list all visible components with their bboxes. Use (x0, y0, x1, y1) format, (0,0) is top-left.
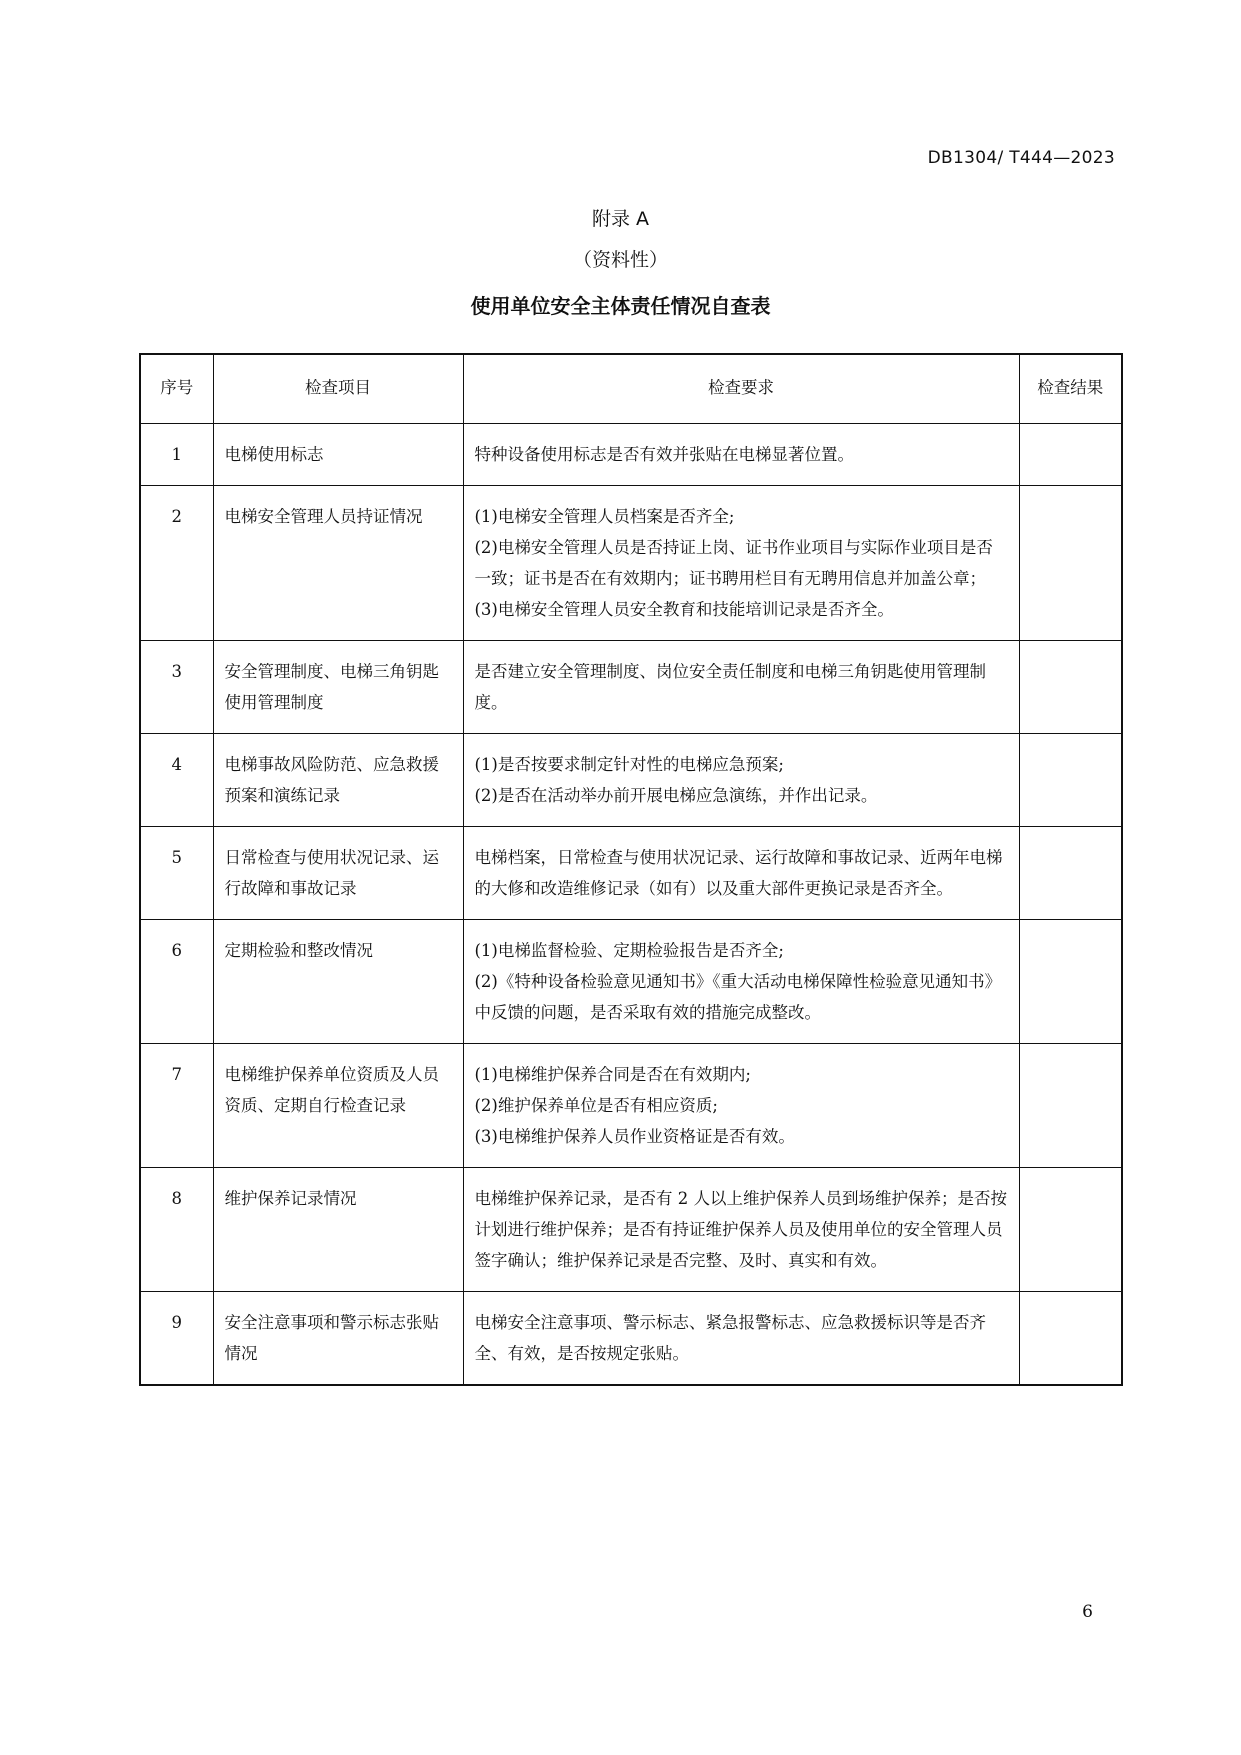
self-check-table (139, 353, 1123, 1386)
cell-requirements (463, 1292, 1019, 1386)
column-header-requirements: 检查要求 (463, 354, 1019, 424)
column-header-no: 序号 (140, 354, 213, 424)
requirement-line: (3)电梯维护保养人员作业资格证是否有效。 (474, 1127, 795, 1146)
table-row (140, 734, 1122, 827)
cell-check-item: 安全注意事项和警示标志张贴情况 (213, 1292, 463, 1386)
appendix-kind: （资料性） (572, 249, 668, 271)
cell-result[interactable] (1019, 1044, 1122, 1168)
table-row (140, 1044, 1122, 1168)
cell-no: 5 (140, 827, 213, 920)
requirement-line: 特种设备使用标志是否有效并张贴在电梯显著位置。 (474, 445, 854, 464)
column-header-item: 检查项目 (213, 354, 463, 424)
cell-result[interactable] (1019, 1168, 1122, 1292)
cell-check-item: 电梯安全管理人员持证情况 (213, 486, 463, 641)
requirement-line: (1)是否按要求制定针对性的电梯应急预案; (474, 755, 784, 774)
table-row (140, 1168, 1122, 1292)
cell-check-item: 电梯使用标志 (213, 424, 463, 486)
table-body (140, 424, 1122, 1386)
table-row (140, 641, 1122, 734)
appendix-title: 附录 A (591, 208, 650, 230)
table-header-row (140, 354, 1122, 424)
requirement-line: (2)维护保养单位是否有相应资质; (474, 1096, 718, 1115)
table-row (140, 424, 1122, 486)
cell-check-item: 电梯维护保养单位资质及人员资质、定期自行检查记录 (213, 1044, 463, 1168)
cell-requirements (463, 920, 1019, 1044)
requirement-line: 电梯档案，日常检查与使用状况记录、运行故障和事故记录、近两年电梯的大修和改造维修记录（如有）以及重大部件更换记录是否齐全。 (474, 848, 1003, 898)
cell-no: 6 (140, 920, 213, 1044)
requirement-line: 电梯维护保养记录，是否有 2 人以上维护保养人员到场维护保养；是否按计划进行维护保养；是否有持证维护保养人员及使用单位的安全管理人员签字确认；维护保养记录是否完整、及时、真实和有效。 (474, 1189, 1007, 1270)
cell-check-item: 安全管理制度、电梯三角钥匙使用管理制度 (213, 641, 463, 734)
cell-check-item: 日常检查与使用状况记录、运行故障和事故记录 (213, 827, 463, 920)
requirement-line: (1)电梯维护保养合同是否在有效期内; (474, 1065, 751, 1084)
requirement-line: (2)是否在活动举办前开展电梯应急演练，并作出记录。 (474, 786, 878, 805)
page-number: 6 (1082, 1602, 1093, 1622)
requirement-line: 是否建立安全管理制度、岗位安全责任制度和电梯三角钥匙使用管理制度。 (474, 662, 986, 712)
cell-no: 3 (140, 641, 213, 734)
cell-result[interactable] (1019, 920, 1122, 1044)
requirement-line: (2)电梯安全管理人员是否持证上岗、证书作业项目与实际作业项目是否一致；证书是否在有效期内；证书聘用栏目有无聘用信息并加盖公章；(3)电梯安全管理人员安全教育和技能培训记录是否齐全。 (474, 538, 993, 619)
cell-requirements (463, 424, 1019, 486)
table-row (140, 486, 1122, 641)
cell-requirements (463, 486, 1019, 641)
cell-result[interactable] (1019, 734, 1122, 827)
table-title: 使用单位安全主体责任情况自查表 (470, 294, 771, 318)
cell-no: 8 (140, 1168, 213, 1292)
cell-no: 7 (140, 1044, 213, 1168)
cell-check-item: 电梯事故风险防范、应急救援预案和演练记录 (213, 734, 463, 827)
cell-result[interactable] (1019, 1292, 1122, 1386)
cell-requirements (463, 1044, 1019, 1168)
cell-check-item: 定期检验和整改情况 (213, 920, 463, 1044)
column-header-result: 检查结果 (1019, 354, 1122, 424)
cell-no: 2 (140, 486, 213, 641)
cell-requirements (463, 734, 1019, 827)
requirement-line: (2)《特种设备检验意见通知书》《重大活动电梯保障性检验意见通知书》中反馈的问题，是否采取有效的措施完成整改。 (474, 972, 1002, 1022)
cell-no: 1 (140, 424, 213, 486)
cell-no: 9 (140, 1292, 213, 1386)
table-row (140, 920, 1122, 1044)
cell-result[interactable] (1019, 827, 1122, 920)
cell-requirements (463, 641, 1019, 734)
cell-check-item: 维护保养记录情况 (213, 1168, 463, 1292)
table-row (140, 1292, 1122, 1386)
cell-result[interactable] (1019, 424, 1122, 486)
requirement-line: 电梯安全注意事项、警示标志、紧急报警标志、应急救援标识等是否齐全、有效，是否按规定张贴。 (474, 1313, 986, 1363)
cell-no: 4 (140, 734, 213, 827)
table-row (140, 827, 1122, 920)
cell-requirements (463, 1168, 1019, 1292)
requirement-line: (1)电梯安全管理人员档案是否齐全; (474, 507, 735, 526)
document-code: DB1304/ T444—2023 (927, 148, 1115, 168)
cell-result[interactable] (1019, 486, 1122, 641)
cell-result[interactable] (1019, 641, 1122, 734)
cell-requirements (463, 827, 1019, 920)
requirement-line: (1)电梯监督检验、定期检验报告是否齐全; (474, 941, 784, 960)
